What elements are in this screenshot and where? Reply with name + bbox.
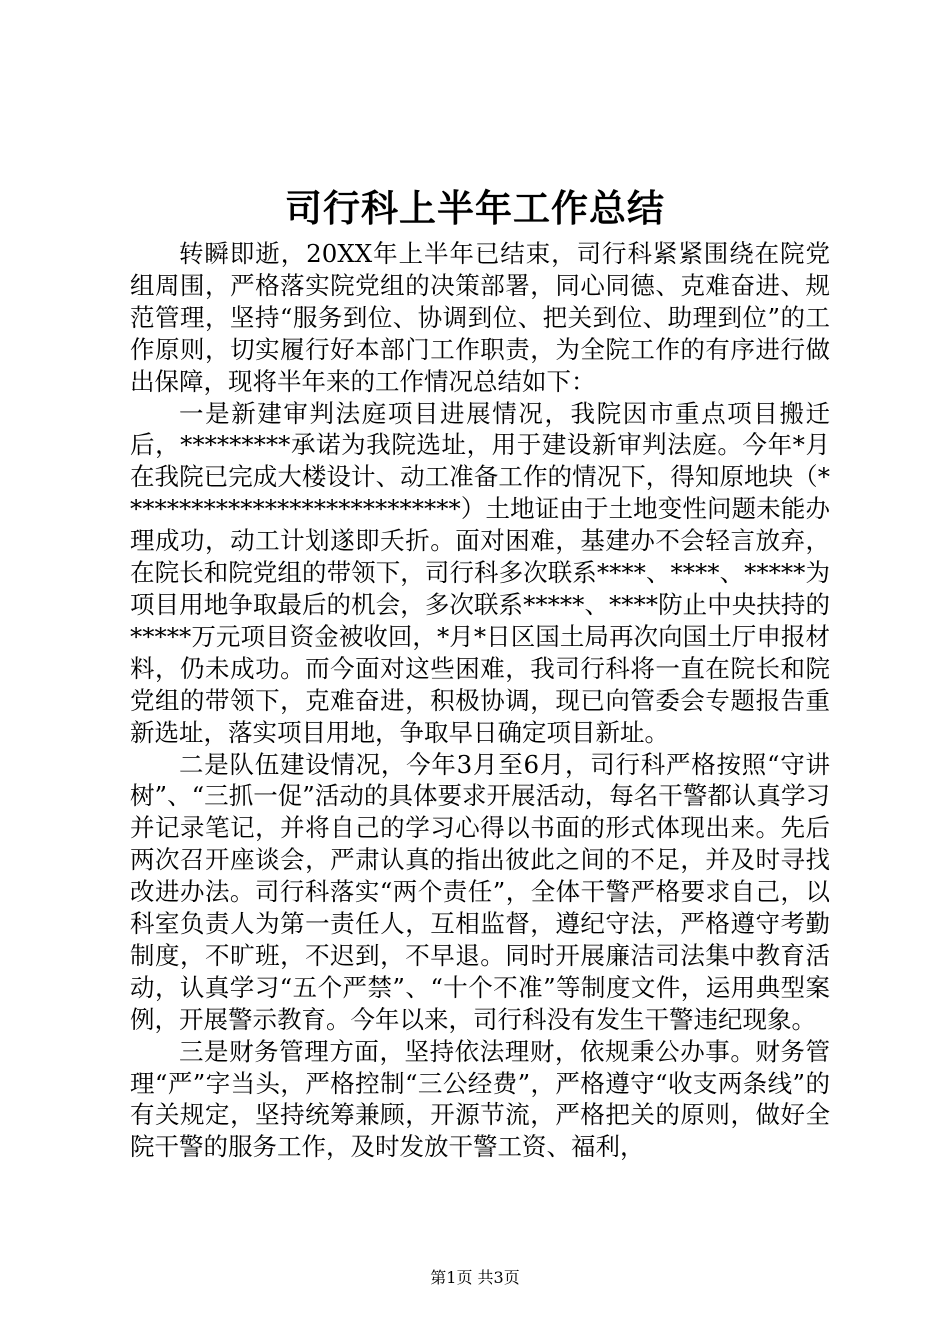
- paragraph-team: 二是队伍建设情况，今年3月至6月，司行科严格按照“守讲树”、“三抓一促”活动的具体要求开展活动，每名干警都认真学习并记录笔记，并将自己的学习心得以书面的形式体现出来。先后两次召开座谈会，严肃认真的指出彼此之间的不足，并及时寻找改进办法。司行科落实“两个责任”，全体干警严格要求自己，以科室负责人为第一责任人，互相监督，遵纪守法，严格遵守考勤制度，不旷班，不迟到，不早退。同时开展廉洁司法集中教育活动，认真学习“五个严禁”、“十个不准”等制度文件，运用典型案例，开展警示教育。今年以来，司行科没有发生干警违纪现象。: [130, 749, 830, 1034]
- paragraph-intro: 转瞬即逝，20XX年上半年已结束，司行科紧紧围绕在院党组周围，严格落实院党组的决策部署，同心同德、克难奋进、规范管理，坚持“服务到位、协调到位、把关到位、助理到位”的工作原则，切实履行好本部门工作职责，为全院工作的有序进行做出保障，现将半年来的工作情况总结如下：: [130, 239, 830, 396]
- document-body: [130, 238, 830, 1163]
- paragraph-project: 一是新建审判法庭项目进展情况，我院因市重点项目搬迁后，*********承诺为我院选址，用于建设新审判法庭。今年*月在我院已完成大楼设计、动工准备工作的情况下，得知原地块（****************************）土地证由于土地变性问题未能办理成功，动工计划遂即夭折。面对困难，基建办不会轻言放弃，在院长和院党组的带领下，司行科多次联系****、****、*****为项目用地争取最后的机会，多次联系*****、****防止中央扶持的*****万元项目资金被收回，*月*日区国土局再次向国土厅申报材料，仍未成功。而今面对这些困难，我司行科将一直在院长和院党组的带领下，克难奋进，积极协调，现已向管委会专题报告重新选址，落实项目用地，争取早日确定项目新址。: [130, 398, 830, 747]
- document-title: 司行科上半年工作总结: [285, 186, 665, 230]
- page-footer: 第1页 共3页: [430, 1268, 520, 1287]
- paragraph-finance: 三是财务管理方面，坚持依法理财，依规秉公办事。财务管理“严”字当头，严格控制“三公经费”，严格遵守“收支两条线”的有关规定，坚持统筹兼顾，开源节流，严格把关的原则，做好全院干警的服务工作，及时发放干警工资、福利，: [130, 1036, 830, 1162]
